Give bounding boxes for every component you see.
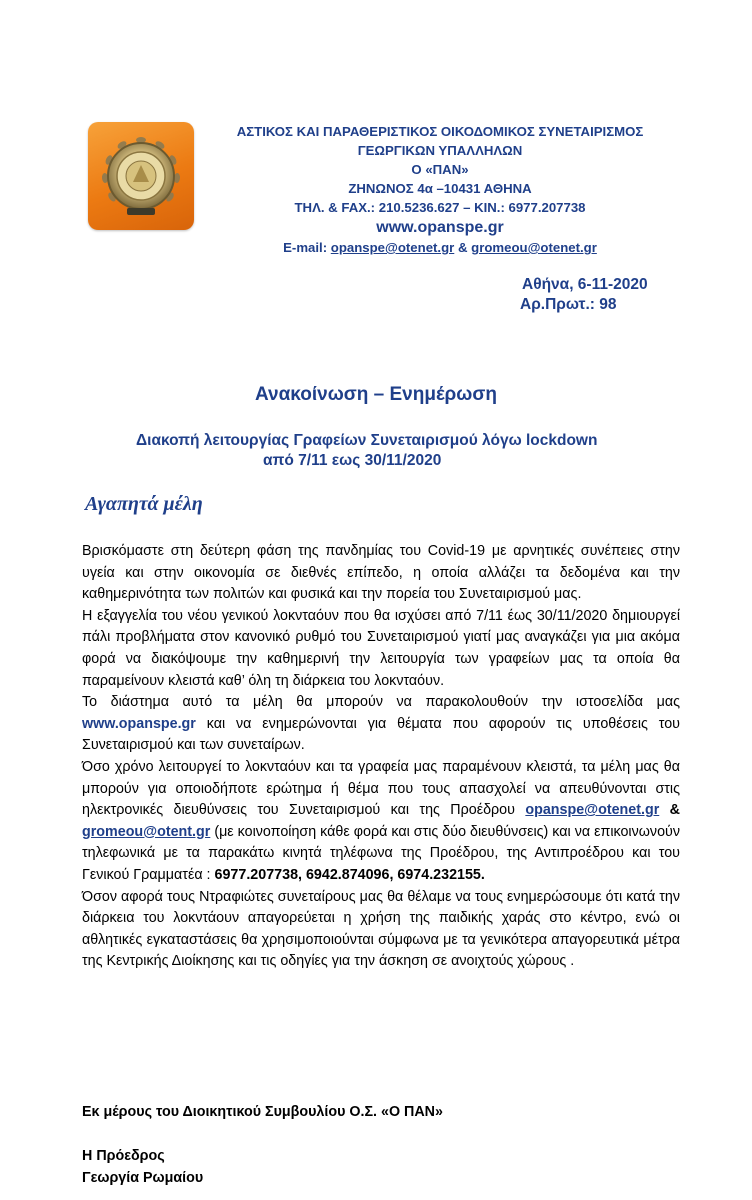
body-email-separator: & <box>669 802 680 819</box>
announcement-title: Ανακοίνωση – Ενημέρωση <box>255 384 497 405</box>
protocol-number: Αρ.Πρωτ.: 98 <box>520 296 617 313</box>
paragraph-4-text-a: Όσο χρόνο λειτουργεί το λοκνταόυν και τα γραφεία μας παραμένουν κλειστά, τα μέλη μας θα μπορούν για οποιοδήποτε ερώτημα ή θέμα που τους απασχολεί να απευθύνονται στις ηλεκτρονικές διευθύνσεις του Συνεταιρισμού και της Προέδρου <box>82 758 680 819</box>
seal-emblem-icon <box>97 132 185 220</box>
organization-short-name: Ο «ΠΑΝ» <box>411 162 469 177</box>
website-link[interactable]: www.opanspe.gr <box>82 715 196 732</box>
signature-role-title: Πρόεδρος <box>96 1148 165 1164</box>
email-separator: & <box>457 240 468 255</box>
paragraph-1: Βρισκόμαστε στη δεύτερη φάση της πανδημίας του Covid-19 με αρνητικές συνέπειες στην υγεία και στην οικονομία σε διεθνές επίπεδο, η οποία αλλάζει τα δεδομένα και την καθημερινότητα των πολιτών και φυσικά και την πορεία του Συνεταιρισμού μας. <box>82 543 680 603</box>
paragraph-4-text-b: (με κοινοποίηση κάθε φορά και στις δύο διευθύνσεις) και να επικοινωνούν τηλεφωνικά με τα παρακάτω κινητά τηλέφωνα της Προέδρου, της Αντιπροέδρου και του Γενικού Γραμματέα : <box>82 823 680 883</box>
announcement-subtitle <box>136 431 597 471</box>
organization-name-line1: ΑΣΤΙΚΟΣ ΚΑΙ ΠΑΡΑΘΕΡΙΣΤΙΚΟΣ ΟΙΚΟΔΟΜΙΚΟΣ ΣΥΝΕΤΑΙΡΙΣΜΟΣ <box>236 124 644 139</box>
body-email-link-gromeou[interactable]: gromeou@otent.gr <box>82 823 211 840</box>
signature-role-prefix: Η <box>82 1148 93 1164</box>
paragraph-2: Η εξαγγελία του νέου γενικού λοκνταόυν που θα ισχύσει από 7/11 έως 30/11/2020 δημιουργεί πάλι προβλήματα στον κανονικό ρυθμό του Συνεταιρισμού γιατί μας αναγκάζει για μια ακόμα φορά να διακόψουμε την καθημερινή την λειτουργία των γραφείων μας τα οποία θα παραμείνουν κλειστά καθ’ όλη τη διάρκεια του λοκνταόυν. <box>82 607 680 689</box>
email-link-gromeou[interactable]: gromeou@otenet.gr <box>471 240 597 255</box>
signature-role <box>82 1146 203 1168</box>
body-email-link-opanspe[interactable]: opanspe@otenet.gr <box>525 802 660 819</box>
paragraph-3-text-b: και να ενημερώνονται για θέματα που αφορούν τις υποθέσεις του Συνεταιρισμού και των συνεταίρων. <box>82 715 680 754</box>
subtitle-line1: Διακοπή λειτουργίας Γραφείων Συνεταιρισμού λόγω lockdown <box>136 432 598 449</box>
email-link-opanspe[interactable]: opanspe@otenet.gr <box>330 240 455 255</box>
email-label: E-mail: <box>283 240 328 255</box>
organization-emails <box>205 238 675 257</box>
place-date: Αθήνα, 6-11-2020 <box>522 276 648 293</box>
greeting: Αγαπητά μέλη <box>85 493 203 515</box>
paragraph-3 <box>82 692 680 757</box>
letterhead <box>205 122 675 257</box>
organization-website: www.opanspe.gr <box>376 219 504 236</box>
organization-logo <box>88 122 194 230</box>
announcement-body <box>82 541 680 973</box>
date-block <box>520 275 648 315</box>
organization-name-line2: ΓΕΩΡΓΙΚΩΝ ΥΠΑΛΛΗΛΩΝ <box>357 143 523 158</box>
paragraph-3-text-a: Το διάστημα αυτό τα μέλη θα μπορούν να παρακολουθούν την ιστοσελίδα μας <box>82 694 680 711</box>
paragraph-5: Όσον αφορά τους Ντραφιώτες συνεταίρους μας θα θέλαμε να τους ενημερώσουμε ότι κατά την διάρκεια του λοκντάουν απαγορεύεται η χρήση της παιδικής χαράς στο κέντρο, ενώ οι αθλητικές εγκαταστάσεις θα χρησιμοποιούνται σύμφωνα με τα γενικότερα απαγορευτικά μέτρα της Κεντρικής Διοίκησης και τις οδηγίες για την άσκηση σε ανοιχτούς χώρους . <box>82 888 680 970</box>
organization-address: ΖΗΝΩΝΟΣ 4α –10431 ΑΘΗΝΑ <box>348 181 532 196</box>
board-signoff: Εκ μέρους του Διοικητικού Συμβουλίου Ο.Σ. «Ο ΠΑΝ» <box>82 1104 443 1120</box>
contact-phone-numbers: 6977.207738, 6942.874096, 6974.232155. <box>214 866 485 883</box>
signature-block <box>82 1146 203 1189</box>
paragraph-4 <box>82 757 680 887</box>
signature-name: Γεωργία Ρωμαίου <box>82 1169 204 1186</box>
organization-phones: ΤΗΛ. & FAX.: 210.5236.627 – ΚΙΝ.: 6977.207738 <box>294 200 586 215</box>
subtitle-line2: από 7/11 εως 30/11/2020 <box>263 452 442 469</box>
